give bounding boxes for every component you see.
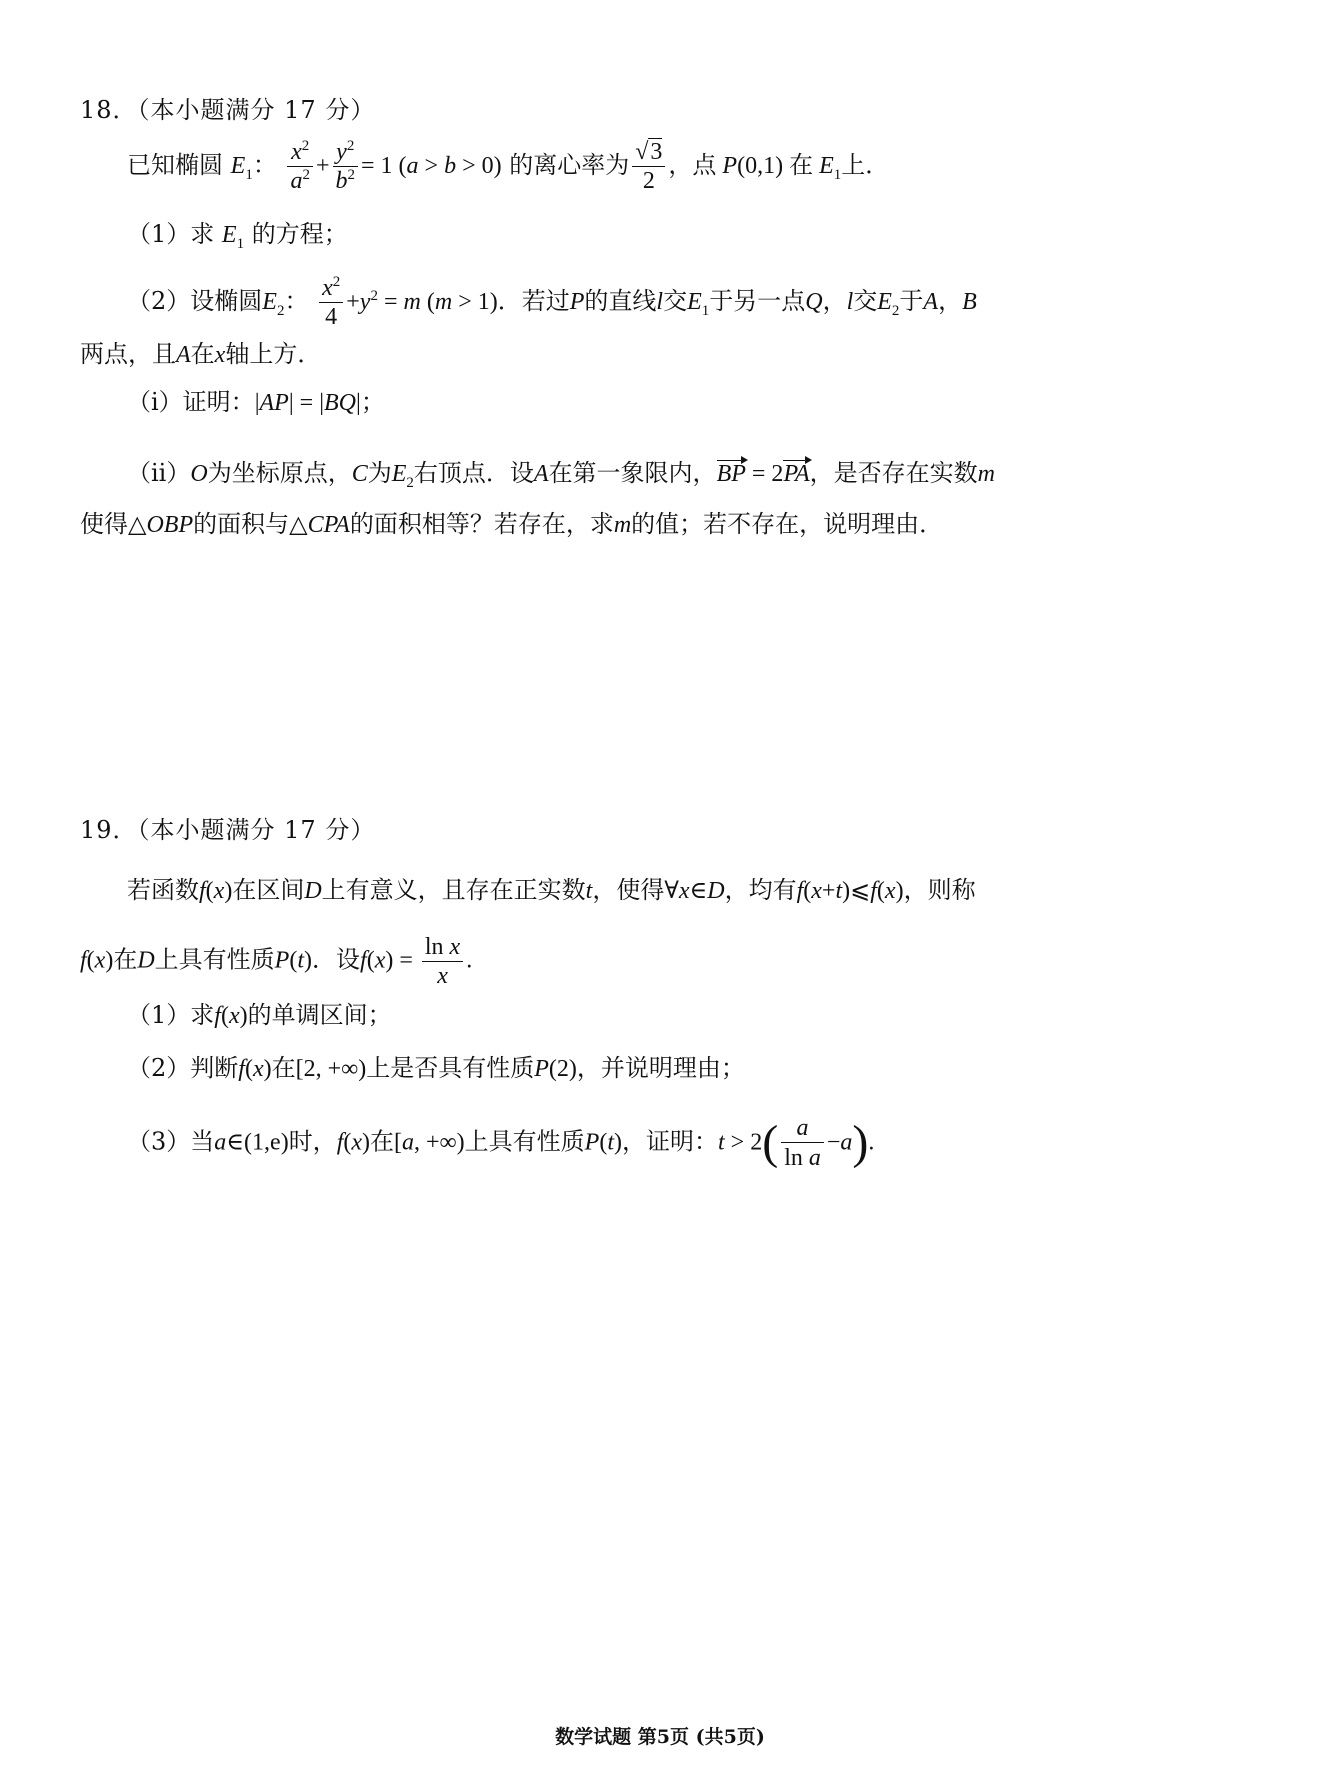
q19-intro-line1: 若函数f(x)在区间D上有意义，且存在正实数t，使得∀x∈D，均有f(x+t)⩽f(x)，则称: [127, 876, 976, 904]
q18-heading: 18．（本小题满分 17 分）: [80, 96, 376, 124]
q19-part1: （1）求f(x)的单调区间；: [127, 1001, 392, 1029]
q19-heading: 19．（本小题满分 17 分）: [80, 816, 376, 844]
q18-sub-ii-line2: 使得△OBP的面积与△CPA的面积相等？若存在，求m的值；若不存在，说明理由．: [80, 510, 944, 538]
q19-part2: （2）判断f(x)在[2, +∞)上是否具有性质P(2)，并说明理由；: [127, 1054, 745, 1082]
q19-intro-line2: f(x)在D上具有性质P(t)．设f(x) = $\frac{\text{ln x}}{x}$ .: [80, 934, 473, 989]
q18-sub-i: （i）证明：|AP| = |BQ|；: [127, 388, 385, 416]
q18-part2-line1: （2）设椭圆$E_2$： $\frac{x^2}{4}$ $+y^2 = m$ (m > 1)．若过P的直线l交$E_1$于另一点Q，l交$E_2$于A，B: [127, 274, 977, 330]
q18-sub-ii-line1: （ii）O为坐标原点，C为$E_2$右顶点．设A在第一象限内，BP = 2PA，是否存在实数m: [127, 459, 996, 491]
page-footer: 数学试题 第5页 (共5页): [555, 1726, 765, 1748]
q18-part2-line2: 两点，且A在x轴上方．: [80, 340, 322, 368]
q18-part1: （1）求 $E_1$ 的方程；: [127, 220, 348, 252]
q18-intro: 已知椭圆 $E_1$： $\frac{x^2}{a^2}$ + $\frac{y^2}{b^2}$ = 1 (a > b > 0) 的离心率为 $\frac{√3}{2}$ ，点 P(0,1) 在 $E_1$上．: [127, 138, 890, 194]
q19-part3: （3）当a∈(1,e)时，f(x)在[a, +∞)上具有性质P(t)，证明：t > 2( $\frac{a}{\text{ln a}}$ −a).: [127, 1115, 875, 1171]
